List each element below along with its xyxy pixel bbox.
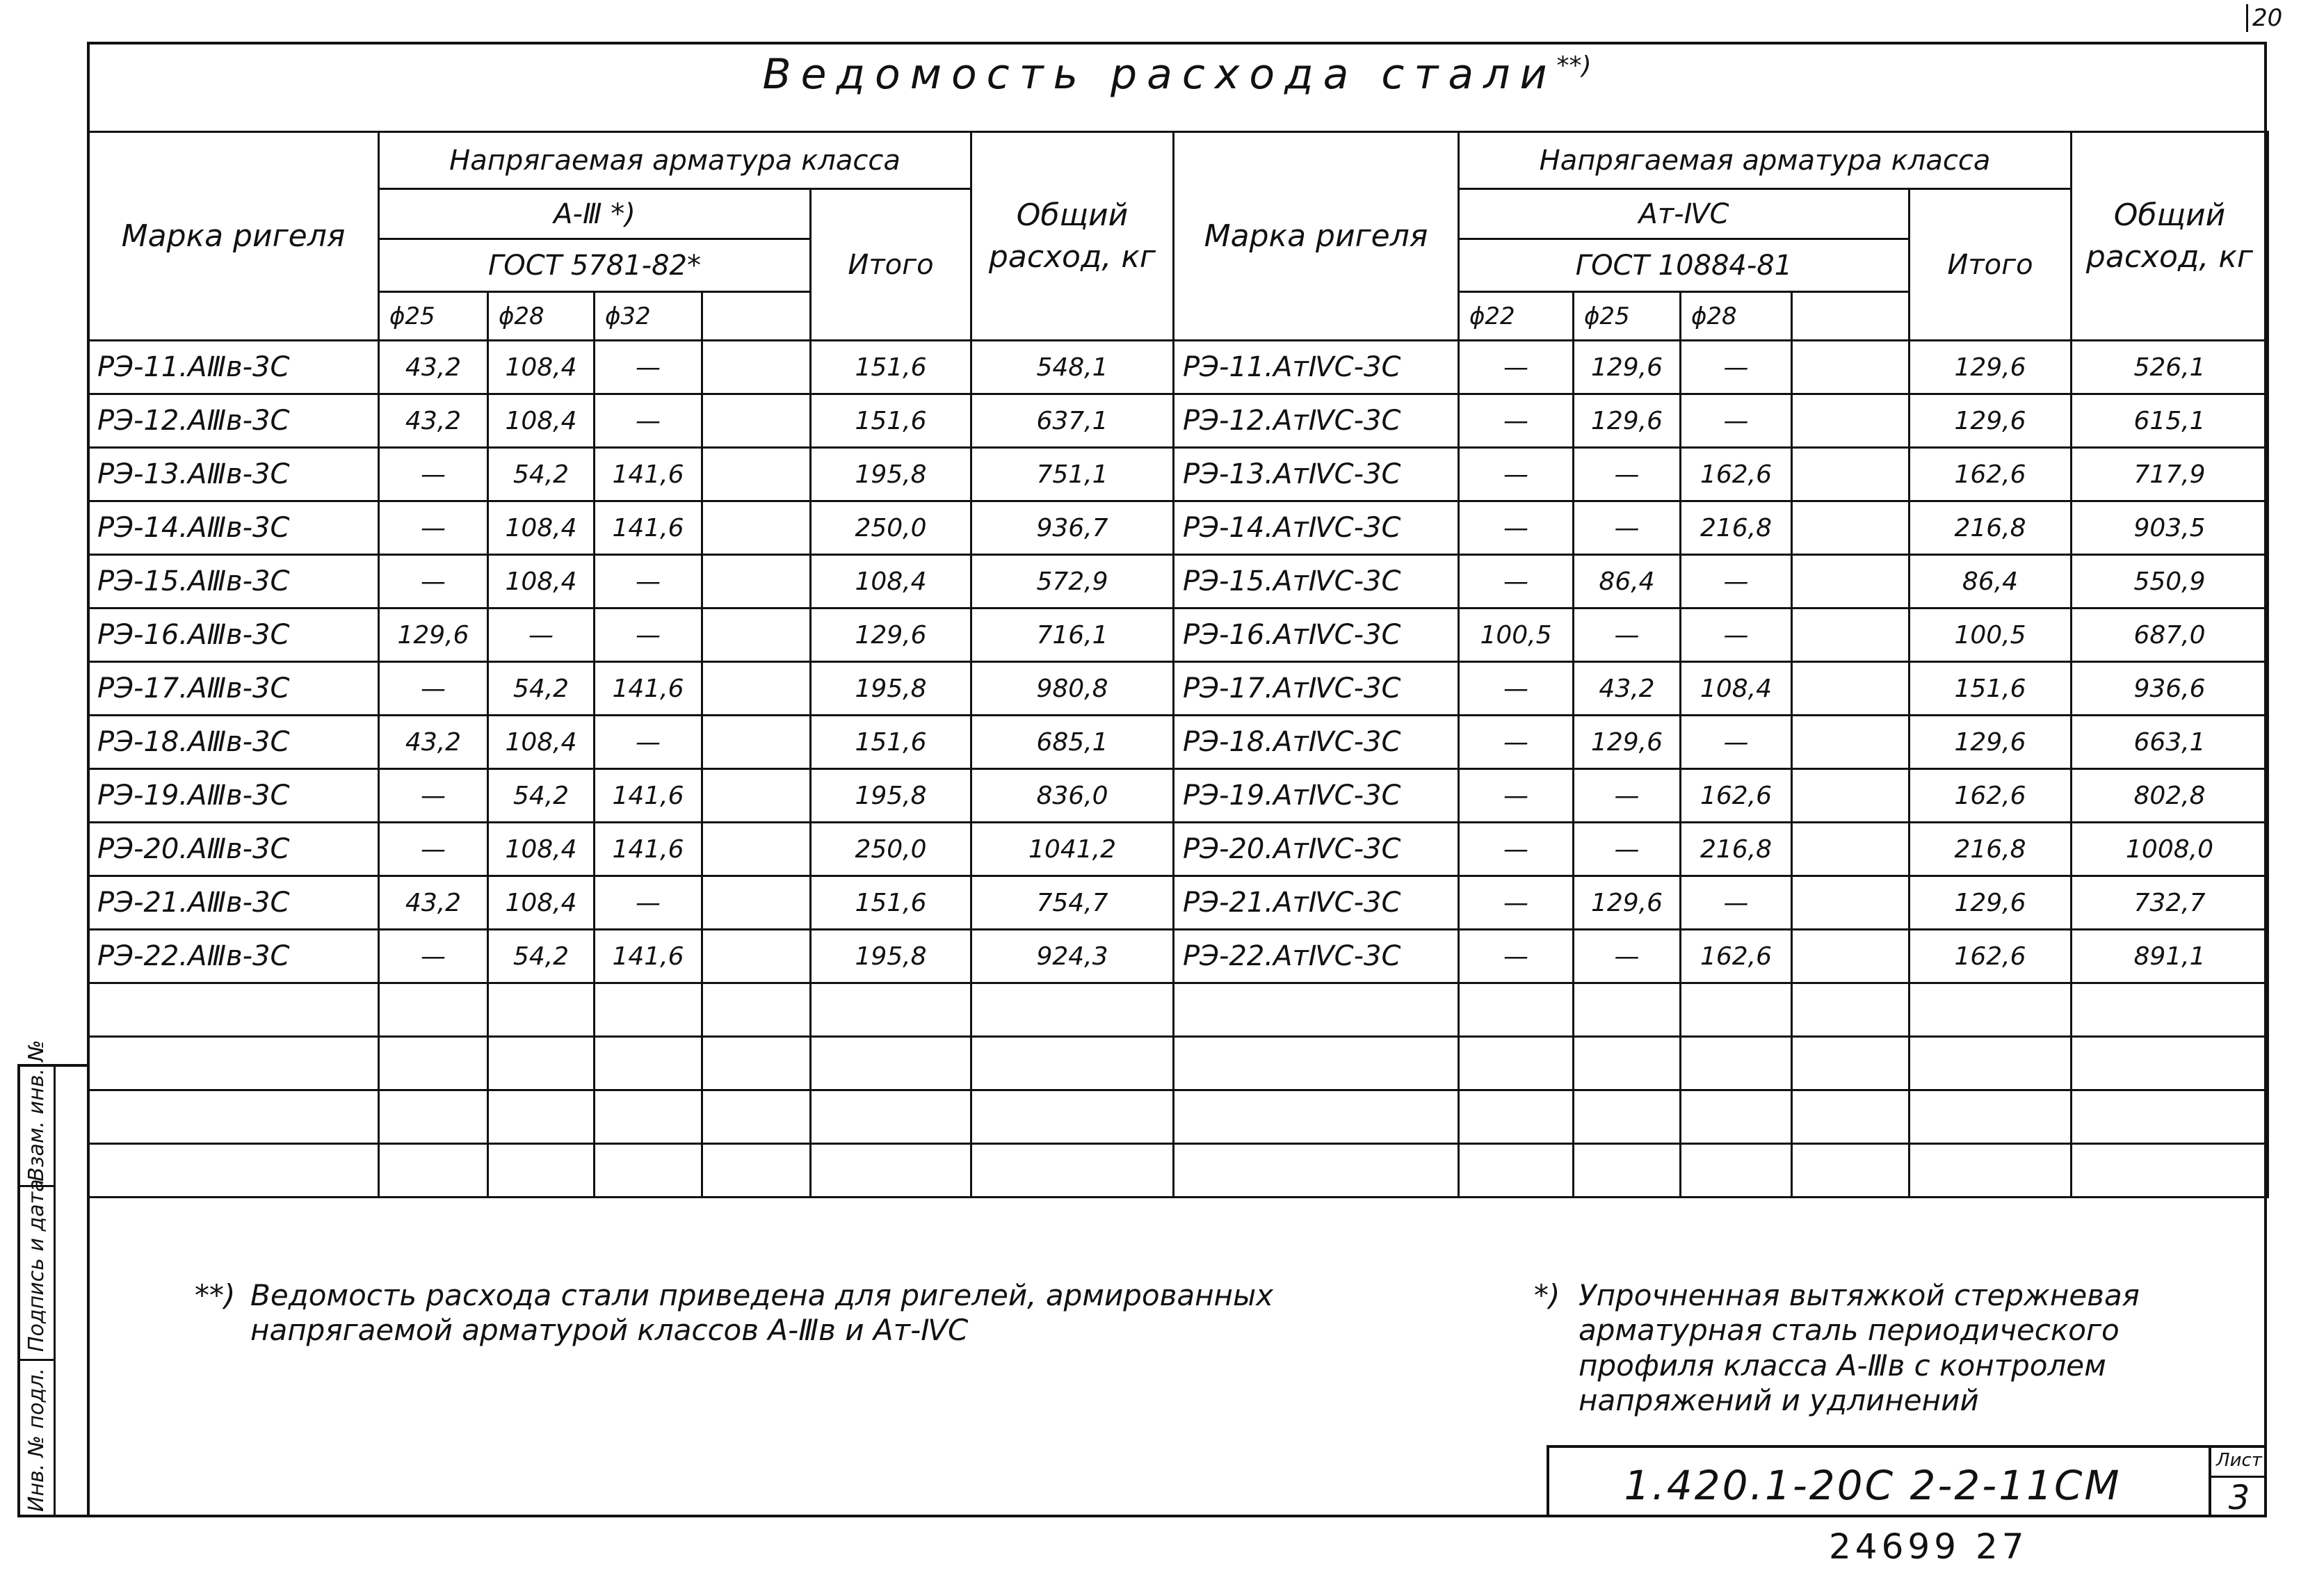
empty-cell bbox=[971, 983, 1174, 1037]
note-left-mark: **) bbox=[195, 1278, 236, 1312]
page-title bbox=[87, 50, 2267, 99]
empty-cell bbox=[1574, 1144, 1681, 1198]
header-left-overall: Общий расход, кг bbox=[971, 132, 1174, 341]
empty-cell bbox=[811, 1037, 971, 1090]
empty-cell bbox=[1574, 983, 1681, 1037]
cell-l32: 141,6 bbox=[595, 823, 702, 876]
cell-r4 bbox=[1792, 448, 1910, 501]
empty-cell bbox=[2072, 1144, 2268, 1198]
empty-cell bbox=[1792, 983, 1910, 1037]
cell-rmark: РЭ-16.АтⅣС-3С bbox=[1174, 608, 1459, 662]
header-right-overall: Общий расход, кг bbox=[2072, 132, 2268, 341]
document-code: 1.420.1-20С 2-2-11СМ bbox=[1624, 1462, 2122, 1509]
cell-lall: 924,3 bbox=[971, 930, 1174, 983]
cell-ltot: 195,8 bbox=[811, 662, 971, 716]
side-stamp bbox=[17, 1040, 87, 1517]
empty-cell bbox=[702, 1037, 811, 1090]
cell-r4 bbox=[1792, 716, 1910, 769]
cell-lall: 637,1 bbox=[971, 394, 1174, 448]
cell-r22: 100,5 bbox=[1459, 608, 1574, 662]
cell-l28: 54,2 bbox=[488, 769, 595, 823]
corner-mark: 20 bbox=[2246, 4, 2282, 32]
cell-ltot: 151,6 bbox=[811, 341, 971, 394]
cell-lmark: РЭ-17.АⅢв-3С bbox=[88, 662, 379, 716]
cell-rall: 663,1 bbox=[2072, 716, 2268, 769]
empty-cell bbox=[1910, 1144, 2072, 1198]
cell-rmark: РЭ-19.АтⅣС-3С bbox=[1174, 769, 1459, 823]
empty-cell bbox=[702, 983, 811, 1037]
cell-rmark: РЭ-14.АтⅣС-3С bbox=[1174, 501, 1459, 555]
cell-l4 bbox=[702, 341, 811, 394]
cell-r25: 129,6 bbox=[1574, 716, 1681, 769]
sheet-box bbox=[2209, 1445, 2267, 1517]
cell-r22: — bbox=[1459, 394, 1574, 448]
table-body bbox=[88, 341, 2268, 1198]
cell-r25: — bbox=[1574, 930, 1681, 983]
empty-cell bbox=[595, 983, 702, 1037]
empty-cell bbox=[1681, 1144, 1792, 1198]
note-right-mark: *) bbox=[1534, 1278, 1560, 1312]
cell-l32: — bbox=[595, 608, 702, 662]
cell-l25: — bbox=[379, 555, 488, 608]
empty-cell bbox=[1681, 1037, 1792, 1090]
cell-l4 bbox=[702, 448, 811, 501]
empty-cell bbox=[2072, 1037, 2268, 1090]
cell-ltot: 151,6 bbox=[811, 876, 971, 930]
table-row bbox=[88, 716, 2268, 769]
cell-r25: 129,6 bbox=[1574, 341, 1681, 394]
cell-rall: 903,5 bbox=[2072, 501, 2268, 555]
cell-rtot: 151,6 bbox=[1910, 662, 2072, 716]
cell-rall: 687,0 bbox=[2072, 608, 2268, 662]
cell-rtot: 86,4 bbox=[1910, 555, 2072, 608]
empty-cell bbox=[1459, 983, 1574, 1037]
cell-rall: 1008,0 bbox=[2072, 823, 2268, 876]
note-left bbox=[195, 1278, 1293, 1348]
cell-lmark: РЭ-11.АⅢв-3С bbox=[88, 341, 379, 394]
empty-cell bbox=[379, 1144, 488, 1198]
empty-cell bbox=[2072, 983, 2268, 1037]
cell-lall: 751,1 bbox=[971, 448, 1174, 501]
cell-lmark: РЭ-13.АⅢв-3С bbox=[88, 448, 379, 501]
cell-l4 bbox=[702, 716, 811, 769]
header-left-total: Итого bbox=[811, 189, 971, 341]
header-left-gost: ГОСТ 5781-82* bbox=[379, 239, 811, 292]
archive-number: 24699 27 bbox=[1829, 1526, 2028, 1567]
empty-row bbox=[88, 983, 2268, 1037]
cell-r22: — bbox=[1459, 876, 1574, 930]
cell-rtot: 100,5 bbox=[1910, 608, 2072, 662]
cell-rtot: 129,6 bbox=[1910, 716, 2072, 769]
empty-cell bbox=[88, 983, 379, 1037]
cell-l32: 141,6 bbox=[595, 662, 702, 716]
cell-rtot: 216,8 bbox=[1910, 501, 2072, 555]
cell-rall: 550,9 bbox=[2072, 555, 2268, 608]
stub-label-sign: Подпись и дата bbox=[24, 1179, 49, 1352]
empty-cell bbox=[702, 1090, 811, 1144]
cell-rmark: РЭ-13.АтⅣС-3С bbox=[1174, 448, 1459, 501]
cell-r28: — bbox=[1681, 555, 1792, 608]
empty-cell bbox=[971, 1037, 1174, 1090]
cell-l4 bbox=[702, 823, 811, 876]
empty-cell bbox=[88, 1090, 379, 1144]
table-row bbox=[88, 555, 2268, 608]
empty-cell bbox=[1459, 1090, 1574, 1144]
cell-l32: — bbox=[595, 716, 702, 769]
cell-rmark: РЭ-15.АтⅣС-3С bbox=[1174, 555, 1459, 608]
header-right-grade: Ат-ⅣС bbox=[1459, 189, 1910, 239]
empty-cell bbox=[811, 1144, 971, 1198]
cell-r25: 86,4 bbox=[1574, 555, 1681, 608]
cell-r25: — bbox=[1574, 501, 1681, 555]
cell-l28: 108,4 bbox=[488, 876, 595, 930]
cell-l28: — bbox=[488, 608, 595, 662]
table-row bbox=[88, 876, 2268, 930]
table-row bbox=[88, 662, 2268, 716]
cell-lmark: РЭ-19.АⅢв-3С bbox=[88, 769, 379, 823]
empty-cell bbox=[1174, 983, 1459, 1037]
cell-r22: — bbox=[1459, 501, 1574, 555]
cell-lmark: РЭ-21.АⅢв-3С bbox=[88, 876, 379, 930]
cell-ltot: 151,6 bbox=[811, 716, 971, 769]
empty-cell bbox=[88, 1144, 379, 1198]
empty-cell bbox=[595, 1037, 702, 1090]
cell-l32: — bbox=[595, 555, 702, 608]
cell-l28: 108,4 bbox=[488, 555, 595, 608]
table-row bbox=[88, 394, 2268, 448]
stub-label-replace: Взам. инв. № bbox=[24, 1040, 49, 1182]
table-row bbox=[88, 501, 2268, 555]
cell-rtot: 129,6 bbox=[1910, 394, 2072, 448]
cell-rall: 615,1 bbox=[2072, 394, 2268, 448]
header-left-mark: Марка ригеля bbox=[88, 132, 379, 341]
cell-l28: 54,2 bbox=[488, 930, 595, 983]
header-right-mark: Марка ригеля bbox=[1174, 132, 1459, 341]
cell-lmark: РЭ-16.АⅢв-3С bbox=[88, 608, 379, 662]
cell-r4 bbox=[1792, 555, 1910, 608]
cell-rmark: РЭ-20.АтⅣС-3С bbox=[1174, 823, 1459, 876]
cell-l28: 108,4 bbox=[488, 341, 595, 394]
cell-r22: — bbox=[1459, 769, 1574, 823]
cell-r4 bbox=[1792, 341, 1910, 394]
table-row bbox=[88, 930, 2268, 983]
title-text: Ведомость расхода стали bbox=[762, 50, 1557, 99]
cell-r25: — bbox=[1574, 608, 1681, 662]
cell-r25: — bbox=[1574, 769, 1681, 823]
cell-lall: 754,7 bbox=[971, 876, 1174, 930]
cell-r22: — bbox=[1459, 448, 1574, 501]
cell-rtot: 162,6 bbox=[1910, 769, 2072, 823]
cell-r22: — bbox=[1459, 823, 1574, 876]
cell-l32: — bbox=[595, 341, 702, 394]
header-right-diam bbox=[1792, 292, 1910, 341]
cell-r22: — bbox=[1459, 662, 1574, 716]
cell-r25: — bbox=[1574, 448, 1681, 501]
cell-rtot: 216,8 bbox=[1910, 823, 2072, 876]
cell-lall: 836,0 bbox=[971, 769, 1174, 823]
cell-l25: — bbox=[379, 501, 488, 555]
empty-cell bbox=[1792, 1037, 1910, 1090]
cell-l4 bbox=[702, 608, 811, 662]
cell-l4 bbox=[702, 501, 811, 555]
cell-lmark: РЭ-18.АⅢв-3С bbox=[88, 716, 379, 769]
cell-r28: 162,6 bbox=[1681, 930, 1792, 983]
note-left-text: Ведомость расхода стали приведена для ригелей, армированных напрягаемой арматурой классов А-Ⅲв и Ат-ⅣС bbox=[250, 1278, 1274, 1348]
empty-cell bbox=[811, 983, 971, 1037]
cell-lall: 716,1 bbox=[971, 608, 1174, 662]
cell-r28: 162,6 bbox=[1681, 769, 1792, 823]
cell-r28: 108,4 bbox=[1681, 662, 1792, 716]
empty-cell bbox=[1681, 1090, 1792, 1144]
empty-cell bbox=[971, 1144, 1174, 1198]
cell-r22: — bbox=[1459, 716, 1574, 769]
empty-cell bbox=[379, 1037, 488, 1090]
empty-cell bbox=[1459, 1144, 1574, 1198]
cell-lmark: РЭ-20.АⅢв-3С bbox=[88, 823, 379, 876]
cell-l28: 108,4 bbox=[488, 716, 595, 769]
header-left-diam: ϕ25 bbox=[379, 292, 488, 341]
cell-l32: 141,6 bbox=[595, 501, 702, 555]
cell-l25: — bbox=[379, 448, 488, 501]
cell-l25: — bbox=[379, 769, 488, 823]
cell-r25: — bbox=[1574, 823, 1681, 876]
empty-cell bbox=[595, 1144, 702, 1198]
cell-lall: 936,7 bbox=[971, 501, 1174, 555]
cell-lmark: РЭ-12.АⅢв-3С bbox=[88, 394, 379, 448]
cell-r4 bbox=[1792, 394, 1910, 448]
cell-r22: — bbox=[1459, 341, 1574, 394]
empty-cell bbox=[1459, 1037, 1574, 1090]
cell-r4 bbox=[1792, 930, 1910, 983]
cell-rall: 732,7 bbox=[2072, 876, 2268, 930]
cell-ltot: 108,4 bbox=[811, 555, 971, 608]
cell-l28: 54,2 bbox=[488, 662, 595, 716]
cell-lall: 980,8 bbox=[971, 662, 1174, 716]
cell-rall: 936,6 bbox=[2072, 662, 2268, 716]
empty-cell bbox=[1792, 1144, 1910, 1198]
title-footnote-mark: **) bbox=[1556, 51, 1592, 80]
cell-rmark: РЭ-11.АтⅣС-3С bbox=[1174, 341, 1459, 394]
empty-cell bbox=[88, 1037, 379, 1090]
table-row bbox=[88, 769, 2268, 823]
cell-r28: 216,8 bbox=[1681, 823, 1792, 876]
cell-l25: — bbox=[379, 662, 488, 716]
table-row bbox=[88, 341, 2268, 394]
cell-r25: 129,6 bbox=[1574, 876, 1681, 930]
cell-l25: 43,2 bbox=[379, 341, 488, 394]
empty-cell bbox=[379, 1090, 488, 1144]
cell-r4 bbox=[1792, 501, 1910, 555]
cell-rmark: РЭ-18.АтⅣС-3С bbox=[1174, 716, 1459, 769]
cell-rtot: 129,6 bbox=[1910, 341, 2072, 394]
empty-cell bbox=[2072, 1090, 2268, 1144]
header-right-gost: ГОСТ 10884-81 bbox=[1459, 239, 1910, 292]
cell-lall: 1041,2 bbox=[971, 823, 1174, 876]
cell-ltot: 151,6 bbox=[811, 394, 971, 448]
empty-cell bbox=[595, 1090, 702, 1144]
header-left-diam bbox=[702, 292, 811, 341]
cell-rmark: РЭ-12.АтⅣС-3С bbox=[1174, 394, 1459, 448]
cell-lmark: РЭ-14.АⅢв-3С bbox=[88, 501, 379, 555]
cell-l25: — bbox=[379, 930, 488, 983]
cell-l32: — bbox=[595, 394, 702, 448]
empty-cell bbox=[1910, 983, 2072, 1037]
note-right-text: Упрочненная вытяжкой стержневая арматурная сталь периодического профиля класса А-Ⅲв с контролем напряжений и удлинений bbox=[1579, 1278, 2140, 1418]
cell-lall: 685,1 bbox=[971, 716, 1174, 769]
cell-l25: 129,6 bbox=[379, 608, 488, 662]
cell-l25: 43,2 bbox=[379, 876, 488, 930]
cell-r28: — bbox=[1681, 394, 1792, 448]
empty-cell bbox=[488, 1037, 595, 1090]
empty-row bbox=[88, 1090, 2268, 1144]
cell-ltot: 195,8 bbox=[811, 930, 971, 983]
cell-l4 bbox=[702, 394, 811, 448]
cell-r28: — bbox=[1681, 608, 1792, 662]
cell-l28: 54,2 bbox=[488, 448, 595, 501]
empty-cell bbox=[1174, 1037, 1459, 1090]
cell-r25: 43,2 bbox=[1574, 662, 1681, 716]
cell-r25: 129,6 bbox=[1574, 394, 1681, 448]
cell-lall: 548,1 bbox=[971, 341, 1174, 394]
cell-l32: 141,6 bbox=[595, 769, 702, 823]
cell-rtot: 162,6 bbox=[1910, 930, 2072, 983]
cell-r4 bbox=[1792, 876, 1910, 930]
cell-r22: — bbox=[1459, 930, 1574, 983]
empty-cell bbox=[1681, 983, 1792, 1037]
cell-rall: 802,8 bbox=[2072, 769, 2268, 823]
empty-cell bbox=[1174, 1144, 1459, 1198]
cell-l32: 141,6 bbox=[595, 448, 702, 501]
header-left-grade: А-Ⅲ *) bbox=[379, 189, 811, 239]
cell-rall: 717,9 bbox=[2072, 448, 2268, 501]
header-right-diam: ϕ28 bbox=[1681, 292, 1792, 341]
header-right-class: Напрягаемая арматура класса bbox=[1459, 132, 2072, 189]
title-block bbox=[1547, 1445, 2267, 1517]
cell-rtot: 162,6 bbox=[1910, 448, 2072, 501]
empty-cell bbox=[488, 983, 595, 1037]
cell-l28: 108,4 bbox=[488, 501, 595, 555]
cell-ltot: 129,6 bbox=[811, 608, 971, 662]
empty-cell bbox=[1792, 1090, 1910, 1144]
cell-r4 bbox=[1792, 823, 1910, 876]
empty-cell bbox=[488, 1144, 595, 1198]
cell-ltot: 195,8 bbox=[811, 769, 971, 823]
cell-l25: 43,2 bbox=[379, 394, 488, 448]
steel-consumption-table bbox=[87, 131, 2269, 1198]
empty-cell bbox=[702, 1144, 811, 1198]
cell-rmark: РЭ-21.АтⅣС-3С bbox=[1174, 876, 1459, 930]
header-right-diam: ϕ25 bbox=[1574, 292, 1681, 341]
empty-cell bbox=[488, 1090, 595, 1144]
table-row bbox=[88, 823, 2268, 876]
cell-rmark: РЭ-22.АтⅣС-3С bbox=[1174, 930, 1459, 983]
empty-cell bbox=[1574, 1037, 1681, 1090]
note-right bbox=[1534, 1278, 2225, 1419]
empty-cell bbox=[1174, 1090, 1459, 1144]
empty-cell bbox=[971, 1090, 1174, 1144]
cell-rall: 526,1 bbox=[2072, 341, 2268, 394]
cell-ltot: 250,0 bbox=[811, 501, 971, 555]
cell-l4 bbox=[702, 662, 811, 716]
cell-r28: — bbox=[1681, 876, 1792, 930]
sheet-label: Лист bbox=[2211, 1445, 2267, 1478]
cell-lmark: РЭ-22.АⅢв-3С bbox=[88, 930, 379, 983]
cell-l25: — bbox=[379, 823, 488, 876]
cell-r28: — bbox=[1681, 341, 1792, 394]
empty-row bbox=[88, 1037, 2268, 1090]
cell-r22: — bbox=[1459, 555, 1574, 608]
cell-r4 bbox=[1792, 608, 1910, 662]
cell-r28: — bbox=[1681, 716, 1792, 769]
empty-cell bbox=[379, 983, 488, 1037]
empty-cell bbox=[1910, 1090, 2072, 1144]
sheet-number: 3 bbox=[2228, 1478, 2250, 1517]
header-left-diam: ϕ28 bbox=[488, 292, 595, 341]
header-right-diam: ϕ22 bbox=[1459, 292, 1574, 341]
header-right-total: Итого bbox=[1910, 189, 2072, 341]
cell-l4 bbox=[702, 876, 811, 930]
header-left-diam: ϕ32 bbox=[595, 292, 702, 341]
cell-ltot: 250,0 bbox=[811, 823, 971, 876]
table-row bbox=[88, 608, 2268, 662]
cell-l4 bbox=[702, 555, 811, 608]
table-row bbox=[88, 448, 2268, 501]
cell-r4 bbox=[1792, 769, 1910, 823]
cell-l28: 108,4 bbox=[488, 823, 595, 876]
empty-cell bbox=[1574, 1090, 1681, 1144]
header-left-class: Напрягаемая арматура класса bbox=[379, 132, 971, 189]
cell-l28: 108,4 bbox=[488, 394, 595, 448]
cell-l4 bbox=[702, 769, 811, 823]
cell-rmark: РЭ-17.АтⅣС-3С bbox=[1174, 662, 1459, 716]
cell-rall: 891,1 bbox=[2072, 930, 2268, 983]
cell-l4 bbox=[702, 930, 811, 983]
cell-rtot: 129,6 bbox=[1910, 876, 2072, 930]
cell-lmark: РЭ-15.АⅢв-3С bbox=[88, 555, 379, 608]
cell-l32: 141,6 bbox=[595, 930, 702, 983]
stub-label-inv: Инв. № подл. bbox=[24, 1368, 49, 1512]
cell-r4 bbox=[1792, 662, 1910, 716]
cell-lall: 572,9 bbox=[971, 555, 1174, 608]
empty-row bbox=[88, 1144, 2268, 1198]
cell-l32: — bbox=[595, 876, 702, 930]
empty-cell bbox=[1910, 1037, 2072, 1090]
cell-r28: 216,8 bbox=[1681, 501, 1792, 555]
cell-r28: 162,6 bbox=[1681, 448, 1792, 501]
cell-l25: 43,2 bbox=[379, 716, 488, 769]
cell-ltot: 195,8 bbox=[811, 448, 971, 501]
empty-cell bbox=[811, 1090, 971, 1144]
